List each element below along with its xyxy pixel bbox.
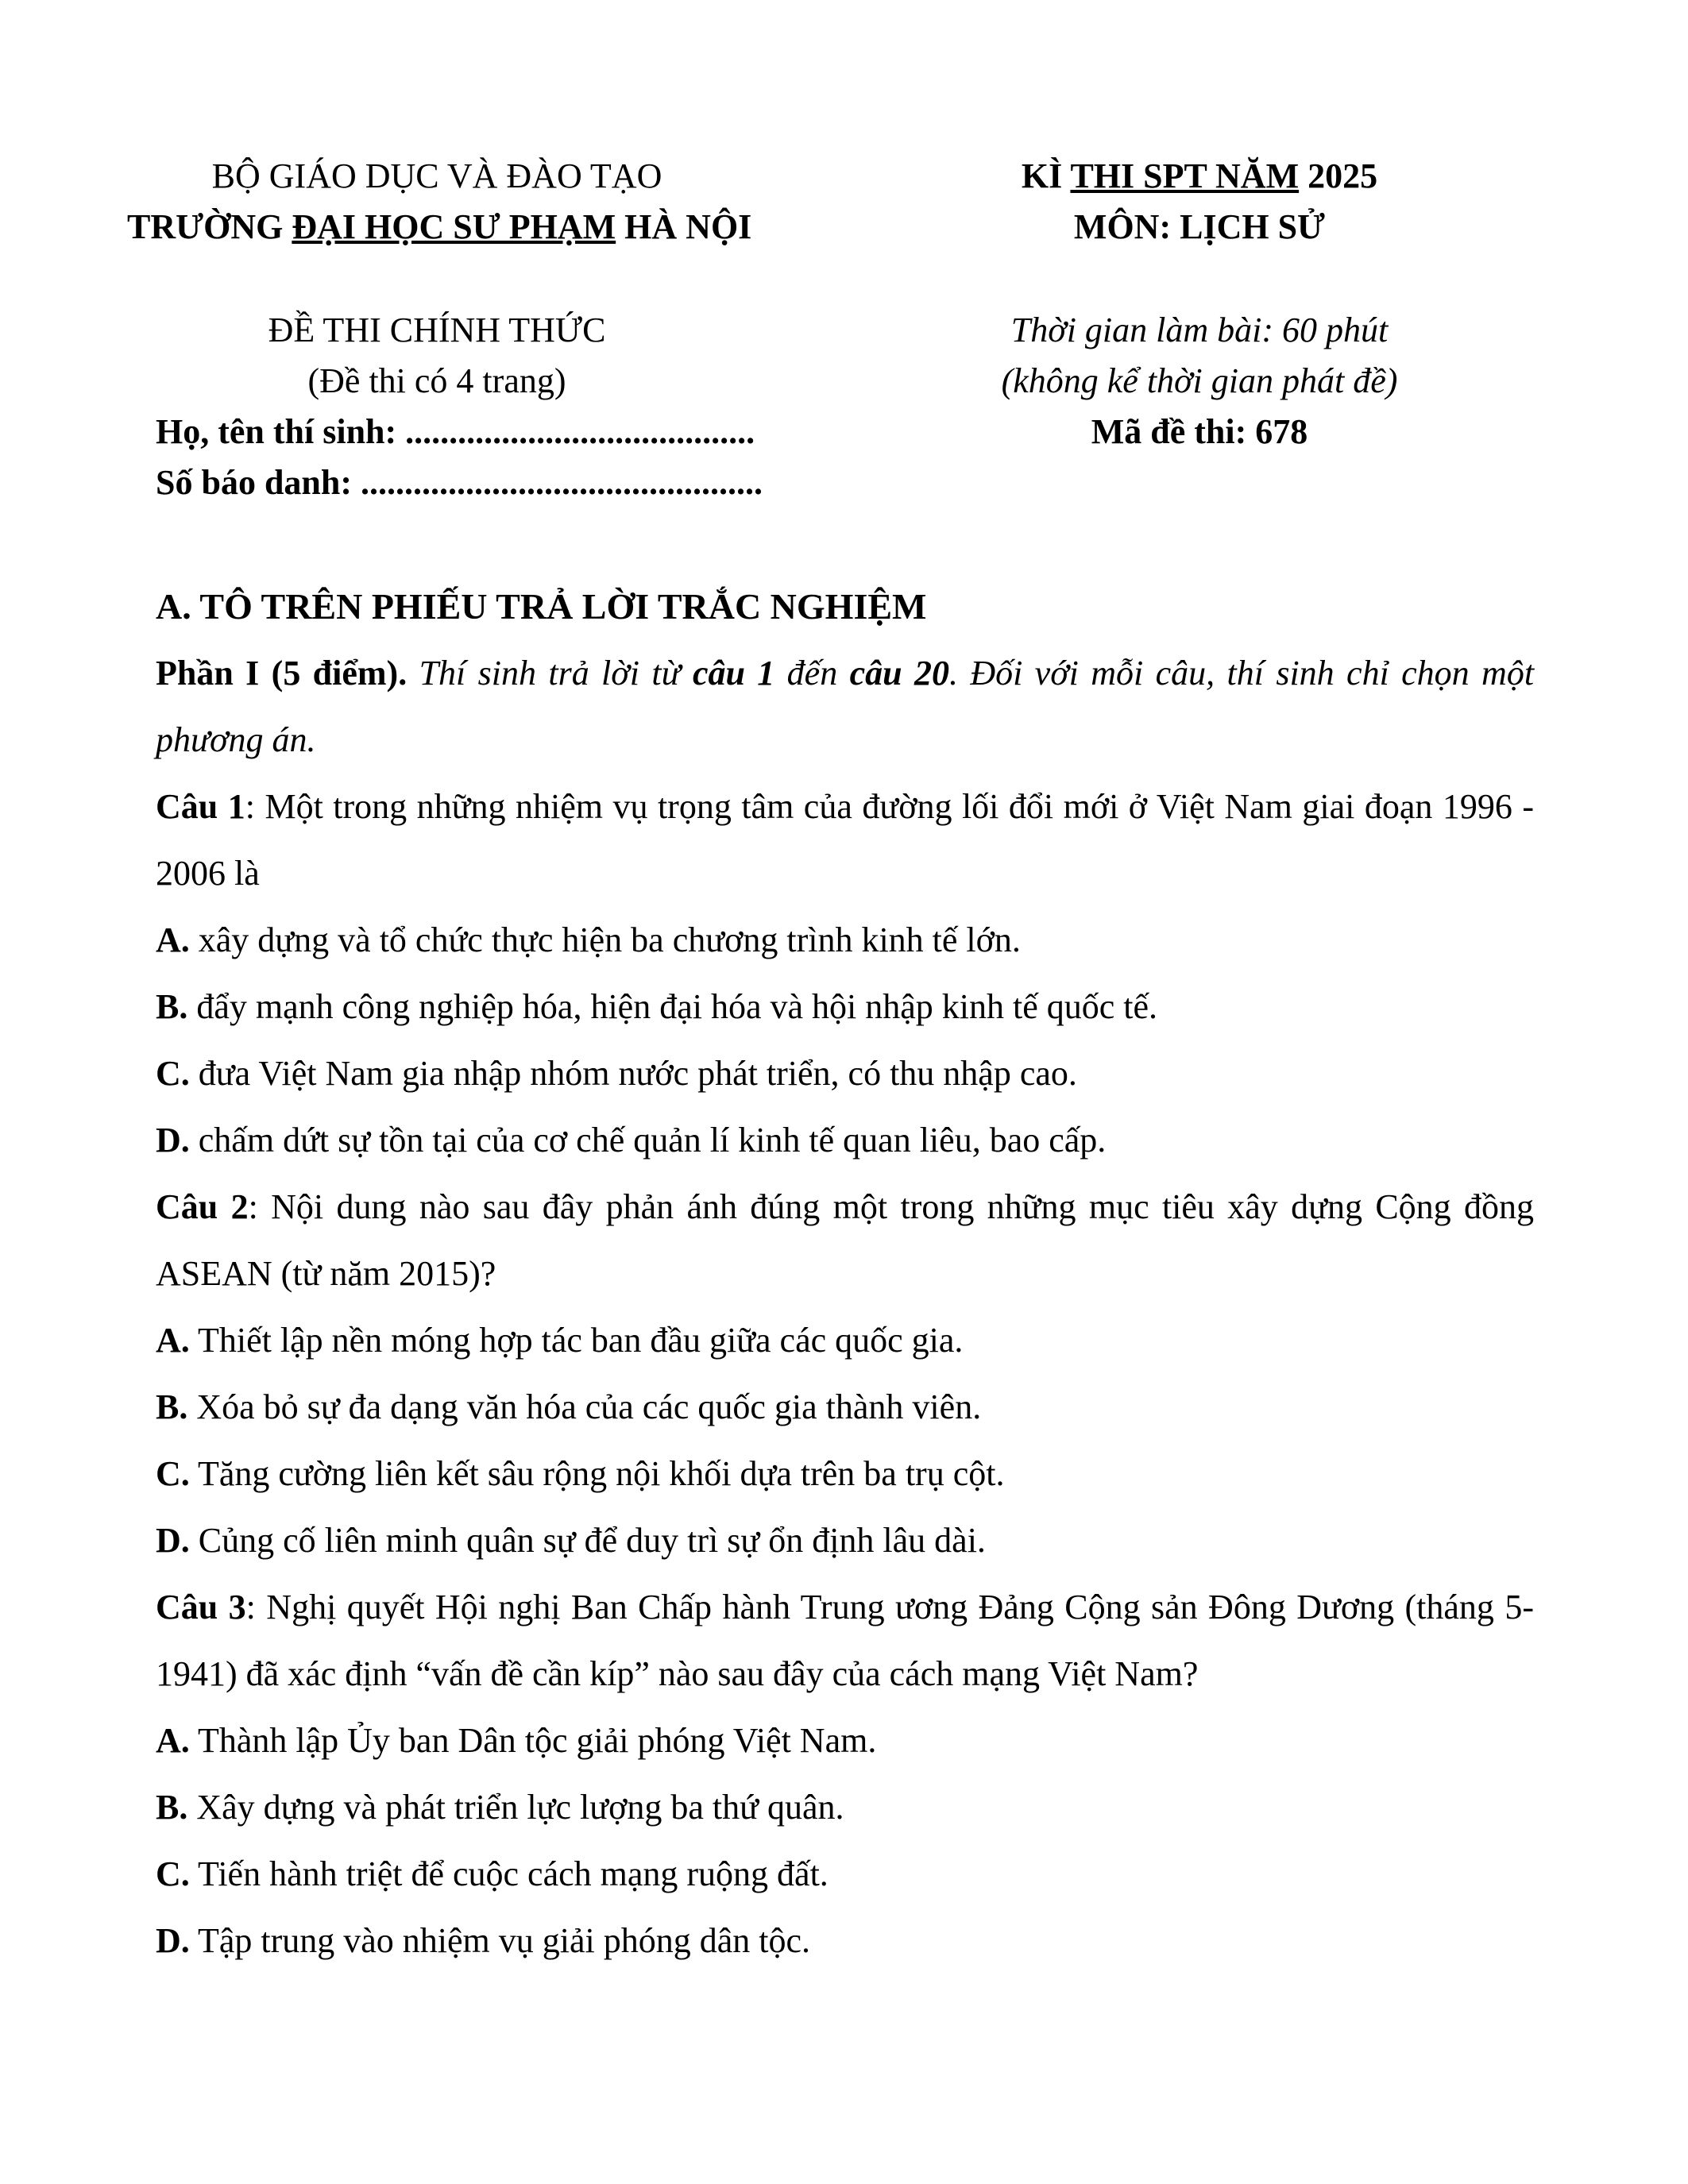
header-right-block bbox=[937, 151, 1462, 253]
official-block bbox=[127, 305, 747, 407]
pages-note: (Đề thi có 4 trang) bbox=[307, 361, 566, 400]
option-text: Xóa bỏ sự đa dạng văn hóa của các quốc gia thành viên. bbox=[187, 1387, 982, 1426]
option-key: B. bbox=[156, 1387, 188, 1426]
exam-time-note: (không kể thời gian phát đề) bbox=[1001, 361, 1398, 400]
exam-time: Thời gian làm bài: 60 phút bbox=[1010, 311, 1389, 349]
question-2-option-a bbox=[156, 1307, 1534, 1374]
part-1-instructions bbox=[156, 640, 1534, 774]
school-name-underlined: ĐẠI HỌC SƯ PHẠM bbox=[292, 207, 616, 246]
question-text: : Một trong những nhiệm vụ trọng tâm của đường lối đổi mới ở Việt Nam giai đoạn 1996 - 2006 là bbox=[156, 787, 1535, 893]
option-key: A. bbox=[156, 920, 190, 959]
option-key: A. bbox=[156, 1321, 190, 1360]
section-a-title: A. TÔ TRÊN PHIẾU TRẢ LỜI TRẮC NGHIỆM bbox=[156, 586, 927, 627]
option-text: Tăng cường liên kết sâu rộng nội khối dựa trên ba trụ cột. bbox=[189, 1454, 1005, 1493]
exam-code: Mã đề thi: 678 bbox=[1091, 412, 1308, 451]
time-block bbox=[937, 305, 1462, 457]
question-3-option-c bbox=[156, 1841, 1534, 1908]
question-3 bbox=[156, 1574, 1534, 1707]
exam-subject: MÔN: LỊCH SỬ bbox=[1073, 207, 1326, 246]
question-2 bbox=[156, 1174, 1534, 1307]
candidate-id-field: Số báo danh: .............................................. bbox=[156, 463, 763, 502]
part-1-label: Phần I (5 điểm). bbox=[156, 654, 408, 693]
question-1 bbox=[156, 774, 1534, 907]
question-2-option-c bbox=[156, 1441, 1534, 1507]
option-text: Tiến hành triệt để cuộc cách mạng ruộng đất. bbox=[189, 1854, 829, 1893]
question-1-option-b bbox=[156, 974, 1534, 1040]
question-label: Câu 1 bbox=[156, 787, 245, 826]
option-key: B. bbox=[156, 987, 188, 1026]
ministry-name: BỘ GIÁO DỤC VÀ ĐÀO TẠO bbox=[211, 156, 662, 195]
question-text: : Nghị quyết Hội nghị Ban Chấp hành Trung ương Đảng Cộng sản Đông Dương (tháng 5-1941) đã xác định “vấn đề cần kíp” nào sau đây của cách mạng Việt Nam? bbox=[156, 1588, 1534, 1693]
option-key: A. bbox=[156, 1721, 190, 1760]
part-1-q-from: câu 1 bbox=[692, 654, 775, 693]
exam-title-prefix: KÌ bbox=[1021, 156, 1071, 195]
header-left-block bbox=[127, 151, 752, 253]
option-key: B. bbox=[156, 1788, 188, 1827]
exam-body bbox=[156, 573, 1534, 1974]
question-1-option-a bbox=[156, 907, 1534, 974]
question-2-option-d bbox=[156, 1507, 1534, 1574]
question-1-option-c bbox=[156, 1040, 1534, 1107]
option-text: Thành lập Ủy ban Dân tộc giải phóng Việt Nam. bbox=[189, 1721, 877, 1760]
question-label: Câu 3 bbox=[156, 1588, 246, 1626]
part-1-instr-3: . Đối với mỗi câu, thí sinh chỉ chọn một phương án. bbox=[156, 654, 1535, 759]
exam-title bbox=[937, 151, 1462, 202]
part-1-instr-2: đến bbox=[774, 654, 850, 693]
option-text: Xây dựng và phát triển lực lượng ba thứ quân. bbox=[187, 1788, 844, 1827]
option-key: C. bbox=[156, 1854, 190, 1893]
official-label: ĐỀ THI CHÍNH THỨC bbox=[268, 311, 606, 349]
question-3-option-a bbox=[156, 1707, 1534, 1774]
school-name-suffix: HÀ NỘI bbox=[616, 207, 752, 246]
option-text: xây dựng và tổ chức thực hiện ba chương trình kinh tế lớn. bbox=[189, 920, 1021, 959]
exam-title-underlined: THI SPT NĂM bbox=[1070, 156, 1300, 195]
option-text: đưa Việt Nam gia nhập nhóm nước phát triển, có thu nhập cao. bbox=[189, 1054, 1077, 1093]
question-1-option-d bbox=[156, 1107, 1534, 1174]
option-key: C. bbox=[156, 1054, 190, 1093]
question-3-option-d bbox=[156, 1908, 1534, 1974]
part-1-instr-1: Thí sinh trả lời từ bbox=[407, 654, 693, 693]
option-text: chấm dứt sự tồn tại của cơ chế quản lí kinh tế quan liêu, bao cấp. bbox=[189, 1121, 1107, 1160]
question-text: : Nội dung nào sau đây phản ánh đúng một trong những mục tiêu xây dựng Cộng đồng ASEAN (từ năm 2015)? bbox=[156, 1187, 1535, 1293]
exam-title-suffix: 2025 bbox=[1299, 156, 1378, 195]
option-text: Củng cố liên minh quân sự để duy trì sự ổn định lâu dài. bbox=[189, 1521, 986, 1560]
school-name-prefix: TRƯỜNG bbox=[127, 207, 292, 246]
option-key: D. bbox=[156, 1521, 190, 1560]
candidate-name-field: Họ, tên thí sinh: ........................................ bbox=[156, 412, 755, 451]
question-2-option-b bbox=[156, 1374, 1534, 1441]
option-text: Thiết lập nền móng hợp tác ban đầu giữa các quốc gia. bbox=[189, 1321, 964, 1360]
question-3-option-b bbox=[156, 1774, 1534, 1841]
option-key: C. bbox=[156, 1454, 190, 1493]
school-name bbox=[127, 202, 752, 253]
option-text: Tập trung vào nhiệm vụ giải phóng dân tộc. bbox=[189, 1921, 811, 1960]
part-1-q-to: câu 20 bbox=[849, 654, 949, 693]
option-key: D. bbox=[156, 1921, 190, 1960]
option-key: D. bbox=[156, 1121, 190, 1160]
question-label: Câu 2 bbox=[156, 1187, 249, 1226]
option-text: đẩy mạnh công nghiệp hóa, hiện đại hóa và hội nhập kinh tế quốc tế. bbox=[187, 987, 1158, 1026]
